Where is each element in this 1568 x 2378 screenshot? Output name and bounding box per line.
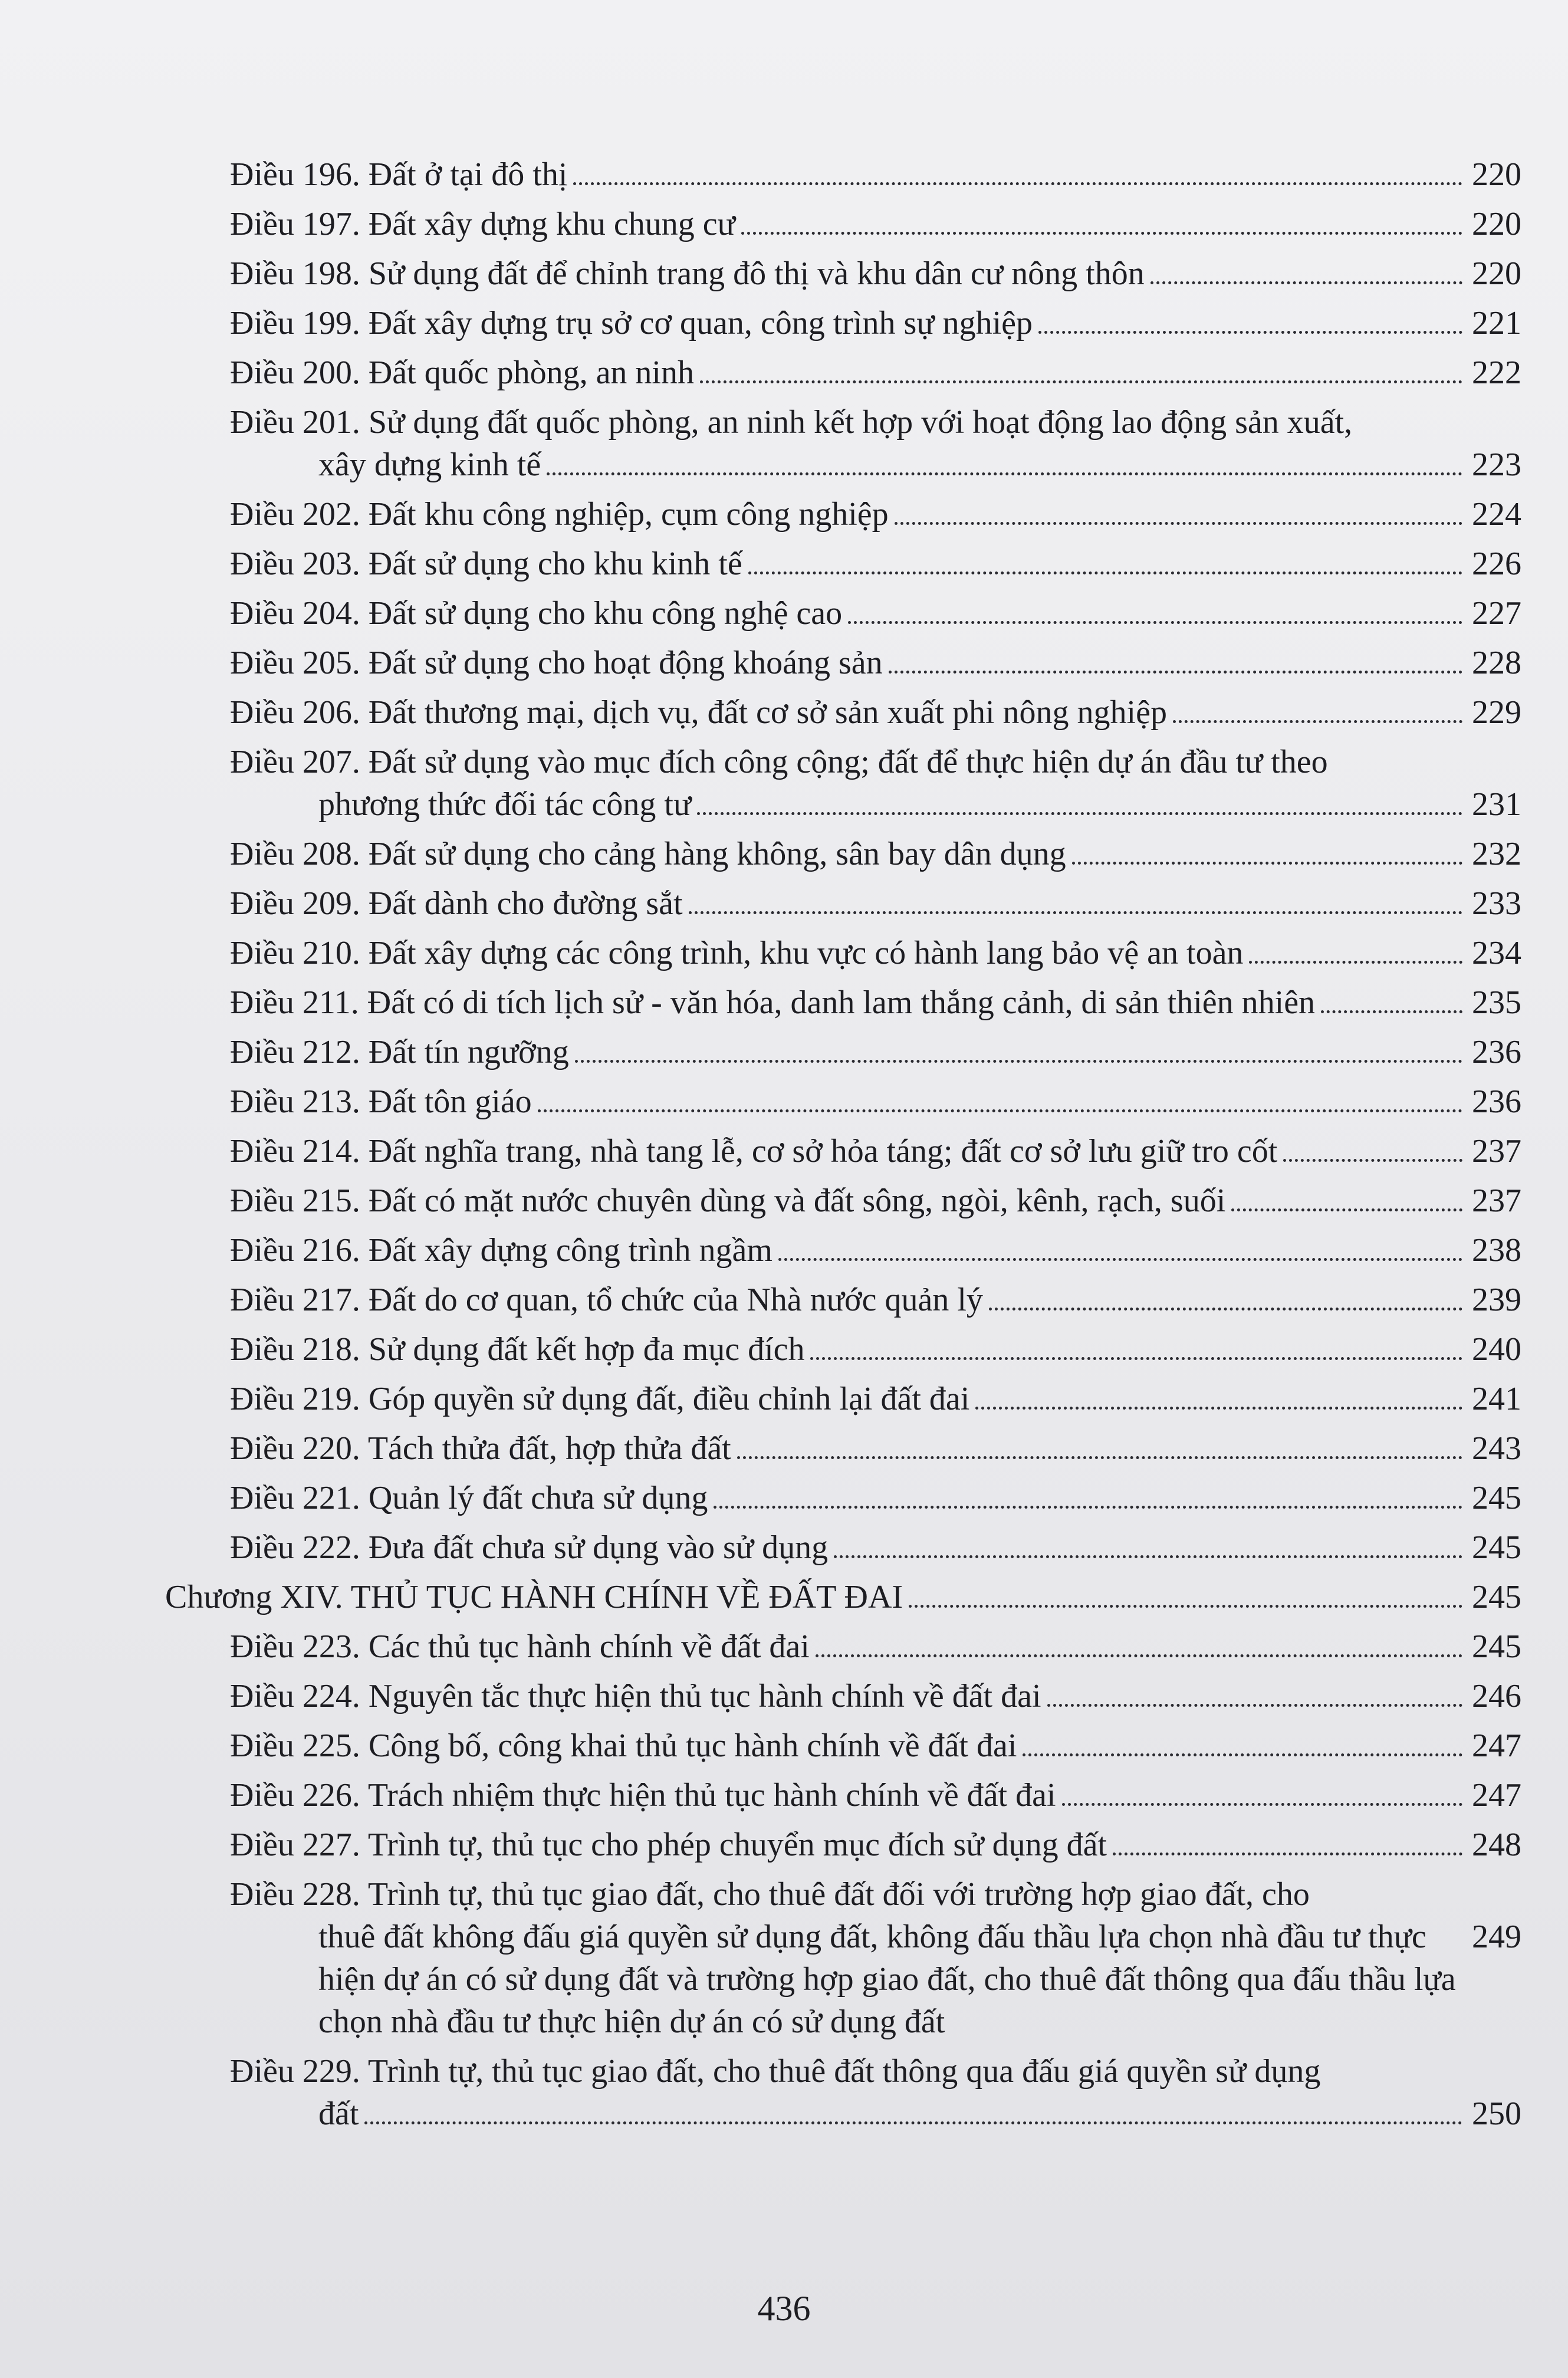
toc-entry-title: Điều 213. Đất tôn giáo [230,1083,532,1120]
toc-page-number: 240 [1472,1331,1521,1368]
toc-page-number: 249 [1472,1919,1521,1955]
toc-entry [165,691,1521,734]
toc-entry [165,1031,1521,1073]
toc-page-number: 238 [1472,1232,1521,1269]
toc-entry-continuation: thuê đất không đấu giá quyền sử dụng đất, không đấu thầu lựa chọn nhà đầu tư thực hiện dự án có sử dụng đất và trường hợp giao đất, cho thuê đất thông qua đấu thầu lựa chọn nhà đầu tư thực hiện dự án có sử dụng đất [318,1919,1456,2040]
toc-page-number: 234 [1472,935,1521,971]
toc-entry-continuation: đất [318,2095,359,2132]
dot-leader [816,1654,1462,1657]
toc-entry-title: Điều 218. Sử dụng đất kết hợp đa mục đích [230,1331,805,1368]
toc-page-number: 232 [1472,836,1521,872]
toc-entry-title: Điều 207. Đất sử dụng vào mục đích công cộng; đất để thực hiện dự án đầu tư theo [230,744,1328,780]
dot-leader [1249,960,1462,964]
toc-entry [165,2050,1521,2135]
dot-leader [1231,1208,1462,1211]
toc-entry-title: Điều 203. Đất sử dụng cho khu kinh tế [230,546,742,582]
toc-entry-continuation: xây dựng kinh tế [318,446,541,483]
toc-entry-title: Điều 202. Đất khu công nghiệp, cụm công nghiệp [230,496,889,533]
toc-entry-title: Điều 206. Đất thương mại, dịch vụ, đất cơ sở sản xuất phi nông nghiệp [230,694,1167,731]
toc-page-number: 247 [1472,1727,1521,1764]
toc-page-number: 245 [1472,1529,1521,1566]
dot-leader [834,1555,1462,1558]
dot-leader [895,521,1462,525]
table-of-contents [165,153,1521,2142]
toc-entry [165,252,1521,295]
dot-leader [909,1604,1462,1608]
toc-page-number: 235 [1472,984,1521,1021]
toc-page-number: 222 [1472,354,1521,391]
toc-entry [165,1229,1521,1272]
toc-page-number: 239 [1472,1282,1521,1318]
toc-entry-title: Điều 209. Đất dành cho đường sắt [230,885,683,922]
toc-entry-title: Điều 201. Sử dụng đất quốc phòng, an ninh kết hợp với hoạt động lao động sản xuất, [230,404,1353,441]
dot-leader [1150,281,1462,284]
toc-page-number: 223 [1472,446,1521,483]
toc-page-number: 221 [1472,305,1521,341]
dot-leader [700,380,1462,383]
toc-entry [165,1080,1521,1123]
toc-entry-title: Điều 210. Đất xây dựng các công trình, khu vực có hành lang bảo vệ an toàn [230,935,1244,971]
dot-leader [573,182,1462,185]
toc-entry-title: Điều 216. Đất xây dựng công trình ngầm [230,1232,773,1269]
dot-leader [1113,1852,1462,1855]
toc-page-number: 245 [1472,1628,1521,1665]
dot-leader [1062,1802,1462,1806]
toc-entry-title: Điều 224. Nguyên tắc thực hiện thủ tục hành chính về đất đai [230,1678,1041,1714]
toc-page-number: 250 [1472,2095,1521,2132]
toc-page-number: 220 [1472,206,1521,242]
dot-leader [1047,1703,1462,1707]
dot-leader [848,620,1462,624]
toc-page-number: 237 [1472,1133,1521,1170]
dot-leader [689,911,1462,914]
dot-leader [748,571,1462,574]
toc-entry-title: Điều 222. Đưa đất chưa sử dụng vào sử dụng [230,1529,829,1566]
toc-entry [165,1279,1521,1321]
dot-leader [547,472,1462,475]
toc-entry-title: Điều 196. Đất ở tại đô thị [230,156,568,193]
toc-page-number: 229 [1472,694,1521,731]
toc-entry-title: Điều 197. Đất xây dựng khu chung cư [230,206,735,242]
dot-leader [889,670,1462,674]
toc-entry [165,833,1521,875]
toc-entry [165,741,1521,826]
toc-chapter-entry [165,1576,1521,1618]
toc-page-number: 220 [1472,255,1521,292]
toc-entry [165,493,1521,536]
toc-entry [165,1873,1521,2043]
dot-leader [778,1257,1462,1261]
toc-entry-title: Chương XIV. THỦ TỤC HÀNH CHÍNH VỀ ĐẤT ĐAI [165,1579,903,1615]
dot-leader [697,812,1462,815]
toc-entry-title: Điều 200. Đất quốc phòng, an ninh [230,354,694,391]
toc-entry [165,401,1521,486]
toc-entry [165,1427,1521,1470]
toc-entry [165,1130,1521,1172]
toc-page-number: 220 [1472,156,1521,193]
dot-leader [1072,861,1462,865]
toc-page-number: 236 [1472,1083,1521,1120]
toc-page-number: 231 [1472,786,1521,823]
toc-entry-title: Điều 217. Đất do cơ quan, tổ chức của Nhà nước quản lý [230,1282,983,1318]
toc-entry [165,1824,1521,1866]
toc-entry [165,1526,1521,1569]
toc-entry-title: Điều 220. Tách thửa đất, hợp thửa đất [230,1430,731,1467]
dot-leader [1283,1158,1462,1162]
toc-entry [165,592,1521,635]
dot-leader [714,1505,1462,1509]
toc-entry-title: Điều 223. Các thủ tục hành chính về đất đai [230,1628,810,1665]
toc-entry [165,1675,1521,1717]
toc-page-number: 246 [1472,1678,1521,1714]
toc-page-number: 245 [1472,1480,1521,1516]
dot-leader [975,1406,1462,1410]
toc-entry [165,1625,1521,1668]
dot-leader [575,1059,1462,1063]
toc-entry-title: Điều 225. Công bố, công khai thủ tục hành chính về đất đai [230,1727,1017,1764]
toc-page-number: 248 [1472,1827,1521,1863]
dot-leader [1173,720,1462,723]
toc-entry-title: Điều 199. Đất xây dựng trụ sở cơ quan, công trình sự nghiệp [230,305,1033,341]
dot-leader [810,1356,1462,1360]
toc-entry [165,1180,1521,1222]
toc-entry-title: Điều 221. Quản lý đất chưa sử dụng [230,1480,708,1516]
toc-entry [165,153,1521,196]
toc-entry-title: Điều 227. Trình tự, thủ tục cho phép chuyển mục đích sử dụng đất [230,1827,1107,1863]
toc-page-number: 247 [1472,1777,1521,1814]
toc-entry-title: Điều 219. Góp quyền sử dụng đất, điều chỉnh lại đất đai [230,1381,970,1417]
toc-entry [165,543,1521,585]
toc-page-number: 233 [1472,885,1521,922]
dot-leader [989,1307,1462,1310]
toc-entry [165,882,1521,925]
toc-entry [165,1378,1521,1420]
toc-entry-title: Điều 204. Đất sử dụng cho khu công nghệ cao [230,595,843,632]
toc-entry [165,642,1521,684]
page-number: 436 [757,2289,811,2328]
toc-entry [165,1725,1521,1767]
toc-page-number: 227 [1472,595,1521,632]
toc-entry [165,1328,1521,1371]
toc-entry-title: Điều 228. Trình tự, thủ tục giao đất, cho thuê đất đối với trường hợp giao đất, cho [230,1876,1310,1913]
toc-entry [165,932,1521,974]
toc-page-number: 224 [1472,496,1521,533]
toc-entry-title: Điều 215. Đất có mặt nước chuyên dùng và đất sông, ngòi, kênh, rạch, suối [230,1183,1226,1219]
dot-leader [737,1456,1462,1459]
toc-entry-title: Điều 226. Trách nhiệm thực hiện thủ tục hành chính về đất đai [230,1777,1056,1814]
toc-entry-title: Điều 214. Đất nghĩa trang, nhà tang lễ, cơ sở hỏa táng; đất cơ sở lưu giữ tro cốt [230,1133,1278,1170]
toc-entry-title: Điều 205. Đất sử dụng cho hoạt động khoáng sản [230,645,883,681]
toc-entry [165,981,1521,1024]
toc-entry [165,203,1521,245]
dot-leader [741,231,1462,235]
dot-leader [538,1109,1462,1112]
dot-leader [364,2121,1462,2124]
toc-entry-title: Điều 208. Đất sử dụng cho cảng hàng không, sân bay dân dụng [230,836,1066,872]
dot-leader [1023,1753,1462,1756]
toc-entry-title: Điều 212. Đất tín ngưỡng [230,1034,569,1070]
toc-page-number: 237 [1472,1183,1521,1219]
toc-entry [165,302,1521,344]
toc-page-number: 236 [1472,1034,1521,1070]
toc-page-number: 228 [1472,645,1521,681]
toc-page-number: 245 [1472,1579,1521,1615]
dot-leader [1321,1010,1462,1013]
toc-entry [165,1774,1521,1817]
toc-entry-continuation: phương thức đối tác công tư [318,786,692,823]
toc-entry-title: Điều 211. Đất có di tích lịch sử - văn hóa, danh lam thắng cảnh, di sản thiên nhiên [230,984,1316,1021]
toc-page-number: 243 [1472,1430,1521,1467]
toc-entry [165,352,1521,394]
toc-entry [165,1477,1521,1519]
toc-page-number: 226 [1472,546,1521,582]
toc-entry-title: Điều 229. Trình tự, thủ tục giao đất, cho thuê đất thông qua đấu giá quyền sử dụng [230,2053,1321,2090]
toc-entry-title: Điều 198. Sử dụng đất để chỉnh trang đô thị và khu dân cư nông thôn [230,255,1145,292]
toc-page-number: 241 [1472,1381,1521,1417]
dot-leader [1038,330,1462,334]
